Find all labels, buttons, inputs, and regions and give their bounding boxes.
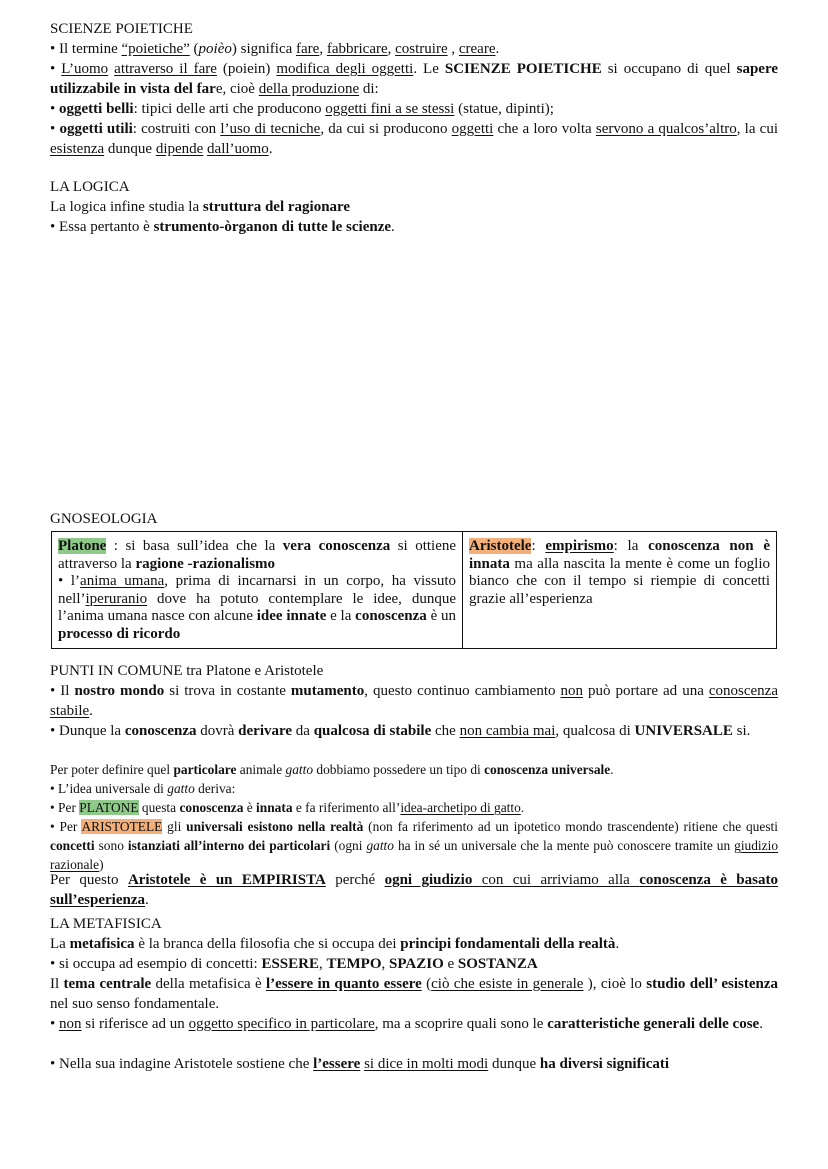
paragraph-mondo-mutamento: • Il nostro mondo si trova in costante mutamento, questo continuo cambiamento non può portare ad una conoscenza stabile.: [50, 683, 779, 719]
paragraph-aristotele-universali: • Per ARISTOTELE gli universali esistono nella realtà (non fa riferimento ad un ipotetico mondo trascendente) ritiene che questi concetti sono istanziati all’interno dei particolari (ogni gatto ha in sé un universale che la mente può conoscere tramite un giudizio razionale): [50, 819, 779, 872]
gnoseologia-table: [51, 531, 777, 649]
paragraph-logica-studio: La logica infine studia la struttura del ragionare: [50, 199, 351, 215]
paragraph-logica-organon: • Essa pertanto è strumento-òrganon di tutte le scienze.: [50, 219, 395, 235]
section-title-poietiche: SCIENZE POIETICHE: [50, 21, 193, 37]
aristotele-cell: Aristotele: empirismo: la conoscenza non è innata ma alla nascita la mente è come un foglio bianco che con il tempo si riempie di concetti grazie all’esperienza: [463, 532, 777, 649]
paragraph-aristotele-empirista: Per questo Aristotele è un EMPIRISTA perché ogni giudizio con cui arriviamo alla conoscenza è basato sull’esperienza.: [50, 872, 778, 908]
paragraph-conoscenza-stabile: • Dunque la conoscenza dovrà derivare da qualcosa di stabile che non cambia mai, qualcosa di UNIVERSALE si.: [50, 723, 751, 739]
paragraph-metafisica-definizione: La metafisica è la branca della filosofia che si occupa dei principi fondamentali della realtà.: [50, 936, 620, 952]
paragraph-oggetti-belli: • oggetti belli: tipici delle arti che producono oggetti fini a se stessi (statue, dipinti);: [50, 101, 554, 117]
section-title-metafisica: LA METAFISICA: [50, 916, 162, 932]
section-title-punti-comune: PUNTI IN COMUNE tra Platone e Aristotele: [50, 663, 324, 679]
section-title-logica: LA LOGICA: [50, 179, 130, 195]
paragraph-poietiche-uomo: • L’uomo attraverso il fare (poiein) modifica degli oggetti. Le SCIENZE POIETICHE si occupano di quel sapere utilizzabile in vista del fare, cioè della produzione di:: [50, 61, 779, 97]
section-title-gnoseologia: GNOSEOLOGIA: [50, 511, 158, 527]
paragraph-platone-innata: • Per PLATONE questa conoscenza è innata e fa riferimento all’idea-archetipo di gatto.: [50, 800, 525, 815]
paragraph-essere-molti-modi: • Nella sua indagine Aristotele sostiene che l’essere si dice in molti modi dunque ha diversi significati: [50, 1056, 670, 1072]
paragraph-caratteristiche-generali: • non si riferisce ad un oggetto specifico in particolare, ma a scoprire quali sono le caratteristiche generali delle cose.: [50, 1016, 763, 1032]
paragraph-gatto-particolare: Per poter definire quel particolare animale gatto dobbiamo possedere un tipo di conoscenza universale.: [50, 762, 614, 777]
paragraph-tema-centrale: Il tema centrale della metafisica è l’essere in quanto essere (ciò che esiste in generale ), cioè lo studio dell’ esistenza nel suo senso fondamentale.: [50, 976, 778, 1012]
paragraph-poietiche-meaning: • Il termine “poietiche” (poièo) significa fare, fabbricare, costruire , creare.: [50, 41, 500, 57]
paragraph-metafisica-concetti: • si occupa ad esempio di concetti: ESSERE, TEMPO, SPAZIO e SOSTANZA: [50, 956, 538, 972]
paragraph-oggetti-utili: • oggetti utili: costruiti con l’uso di tecniche, da cui si producono oggetti che a loro volta servono a qualcos’altro, la cui esistenza dunque dipende dall’uomo.: [50, 121, 779, 157]
platone-cell: Platone : si basa sull’idea che la vera conoscenza si ottiene attraverso la ragione -razionalismo • l’anima umana, prima di incarnarsi in un corpo, ha vissuto nell’iperuranio dove ha potuto contemplare le idee, dunque l’anima umana nasce con alcune idee innate e la conoscenza è un processo di ricordo: [52, 532, 463, 649]
paragraph-idea-universale: • L’idea universale di gatto deriva:: [50, 781, 236, 796]
